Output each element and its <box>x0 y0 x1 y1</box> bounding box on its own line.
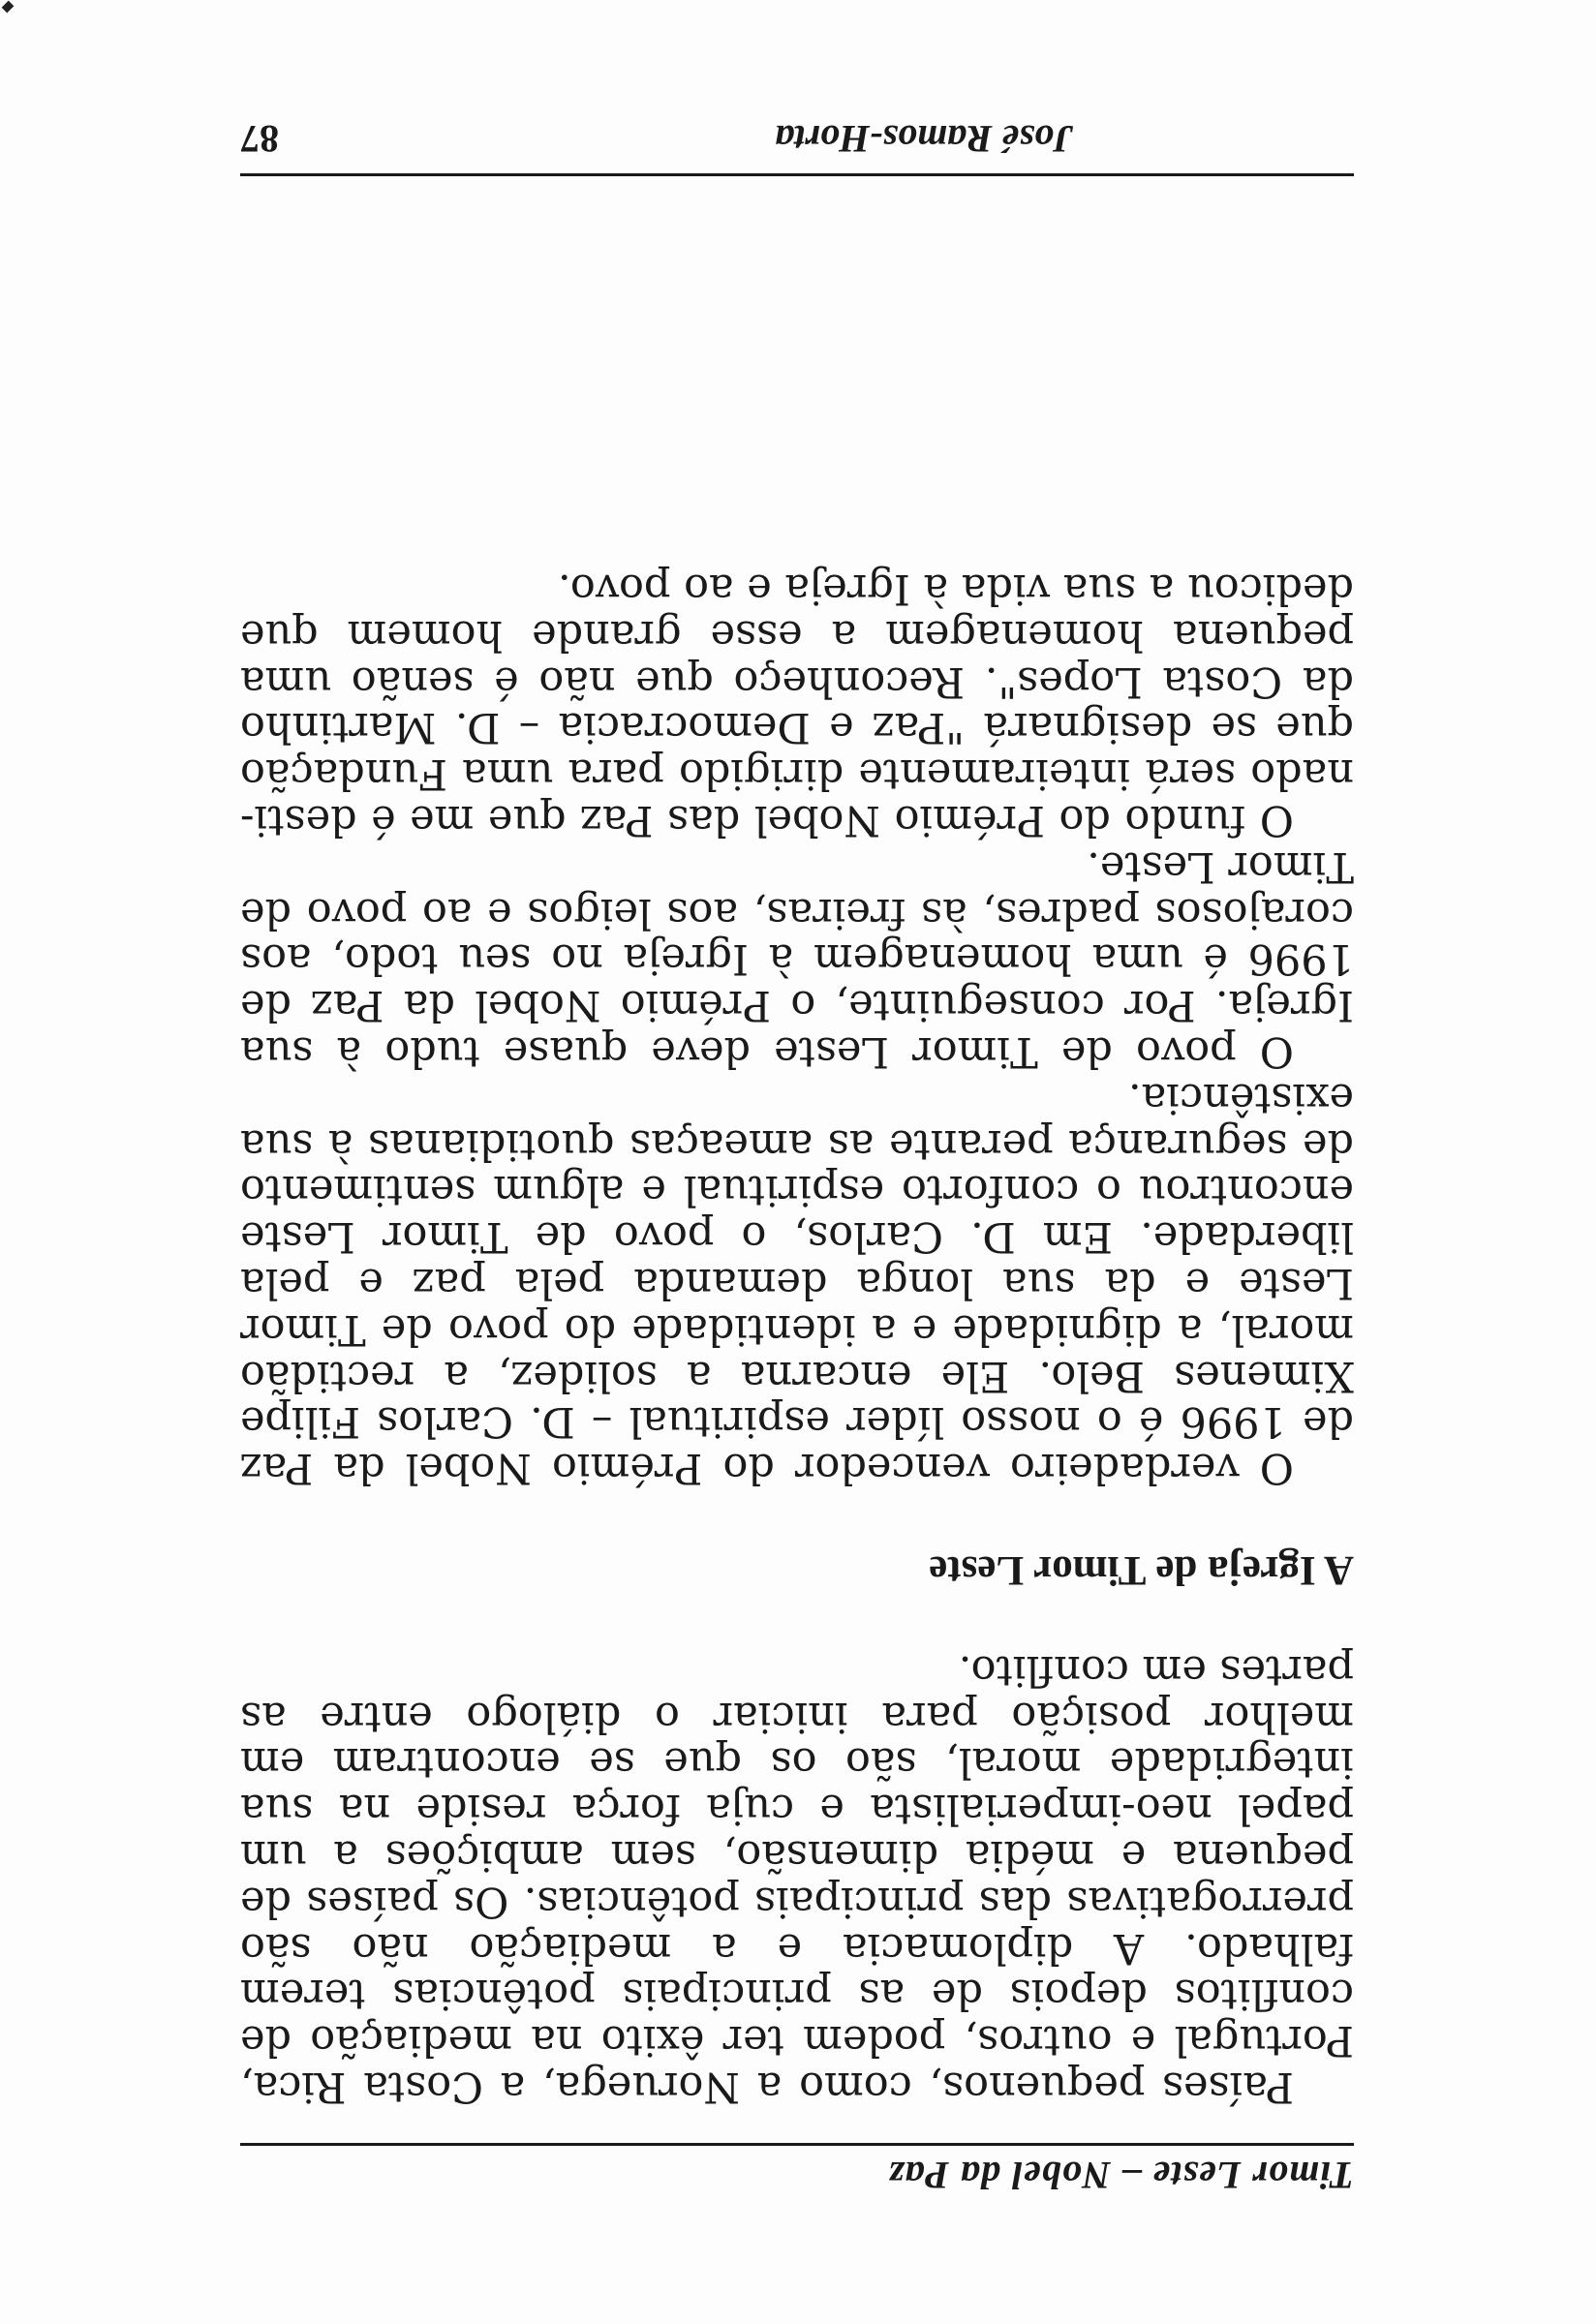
paragraph-foundation: O fundo do Prémio Nobel das Paz que me é destinado será inteiramente dirigido para uma Fundação que se designará "Paz e Democracia – D. Martinho da Costa Lopes". Reconheço que não é senão uma pequena homenagem a esse grande homem que dedicou a sua vida à Igreja e ao povo. <box>240 565 1354 845</box>
author-name: José Ramos-Horta <box>775 117 1073 161</box>
scan-mark <box>2 1 15 14</box>
paragraph-small-countries: Países pequenos, como a Noruega, a Costa Rica, Portugal e outros, podem ter êxito na mediação de conflitos depois de as principais potências terem falhado. A diplomacia e a mediação não são prerrogativas das principais potências. Os países de pequena e média dimensão, sem ambições a um papel neo-imperialista e cuja força reside na sua integridade moral, são os que se encontram em melhor posição para iniciar o diálogo entre as partes em conflito. <box>240 1645 1354 2111</box>
footer-rule <box>240 173 1354 176</box>
running-title: Timor Leste – Nobel da Paz <box>887 2154 1354 2197</box>
paragraph-true-winner: O verdadeiro vencedor do Prémio Nobel da Paz de 1996 é o nosso líder espiritual – D. Carlos Filipe Ximenes Belo. Ele encarna a solidez, a rectidão moral, a dignidade e a identidade do povo de Timor Leste e da sua longa demanda pela paz e pela liberdade. Em D. Carlos, o povo de Timor Leste encontrou o conforto espiritual e algum sentimento de segurança perante as ameaças quotidianas à sua existência. <box>240 1073 1354 1493</box>
section-heading: A Igreja de Timor Leste <box>929 1547 1354 1594</box>
paragraph-church: O povo de Timor Leste deve quase tudo à sua Igreja. Por conseguinte, o Prémio Nobel da Paz de 1996 é uma homenagem à Igreja no seu todo, aos corajosos padres, às freiras, aos leigos e ao povo de Timor Leste. <box>240 841 1354 1077</box>
page-number: 87 <box>240 117 279 161</box>
header-rule <box>240 2143 1354 2146</box>
page-footer <box>240 114 1354 163</box>
body-text <box>240 565 1354 2109</box>
